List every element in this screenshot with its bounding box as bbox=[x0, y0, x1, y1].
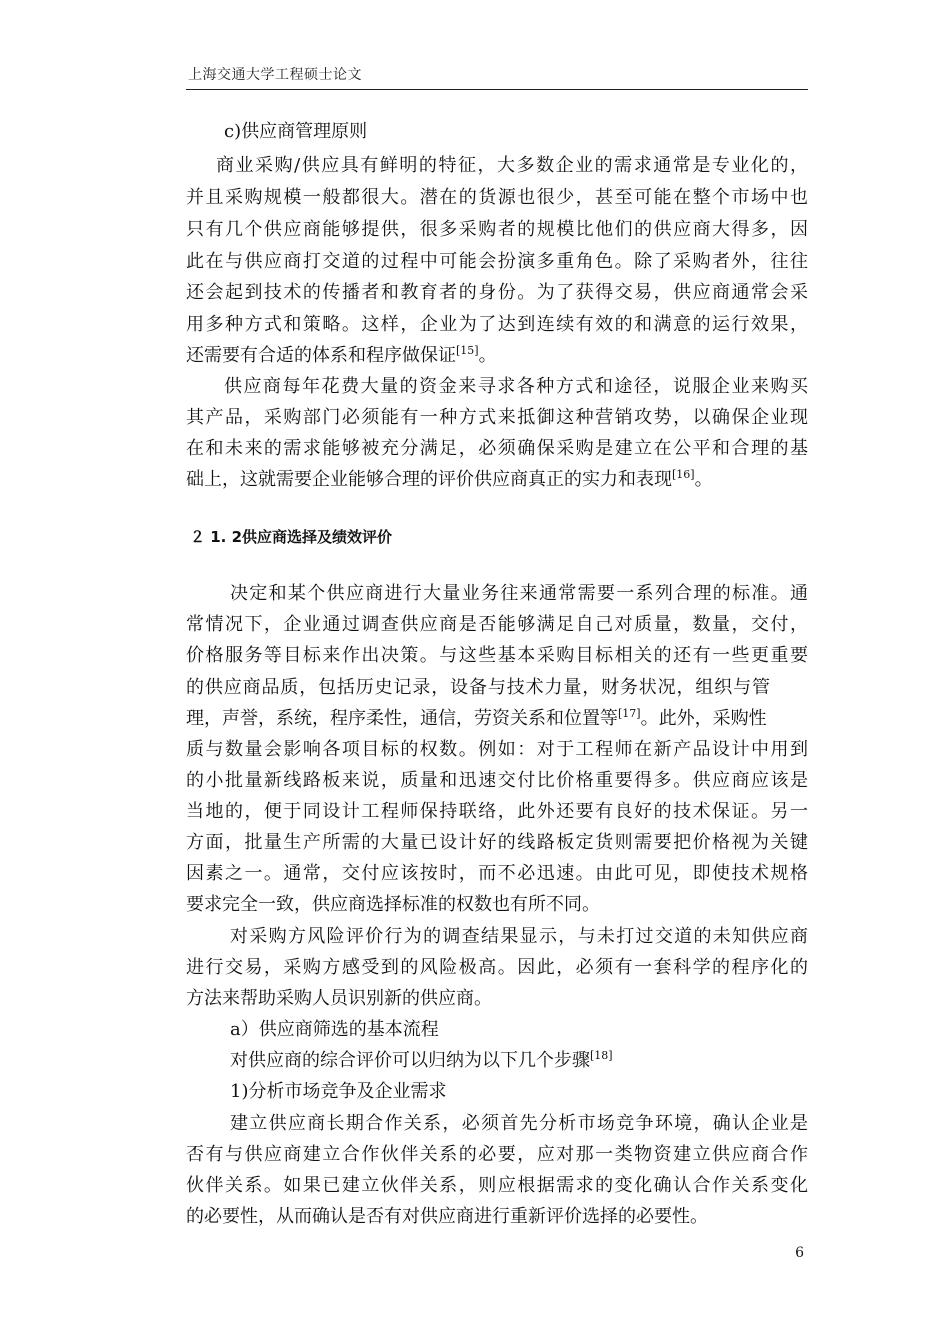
paragraph-line bbox=[186, 466, 713, 494]
paragraph-line: 供应商每年花费大量的资金来寻求各种方式和途径，说服企业来购买 bbox=[224, 376, 808, 397]
section-c-title: c)供应商管理原则 bbox=[224, 121, 368, 142]
paragraph-line: 方面，批量生产所需的大量已设计好的线路板定货则需要把价格视为关键 bbox=[186, 832, 808, 853]
paragraph-line: 的必要性，从而确认是否有对供应商进行重新评价选择的必要性。 bbox=[186, 1206, 708, 1227]
line-end: 。 bbox=[478, 345, 497, 366]
paragraph-line bbox=[230, 1047, 613, 1075]
citation-ref: [17] bbox=[618, 707, 641, 720]
paragraph-line: 伙伴关系。如果已建立伙伴关系，则应根据需求的变化确认合作关系变化 bbox=[186, 1175, 808, 1196]
line-text: 础上，这就需要企业能够合理的评价供应商真正的实力和表现 bbox=[186, 469, 672, 490]
paragraph-line: 的小批量新线路板来说，质量和迅速交付比价格重要得多。供应商应该是 bbox=[186, 770, 808, 791]
paragraph-line: 的供应商品质，包括历史记录，设备与技术力量，财务状况，组织与管 bbox=[186, 677, 770, 698]
subsection-title: a）供应商筛选的基本流程 bbox=[230, 1019, 439, 1040]
paragraph-line: 商业采购/供应具有鲜明的特征，大多数企业的需求通常是专业化的， bbox=[216, 155, 808, 176]
section-heading: ２ 1. 2供应商选择及绩效评价 bbox=[190, 528, 393, 546]
citation-ref: [16] bbox=[672, 468, 695, 481]
paragraph-line: 用多种方式和策略。这样，企业为了达到连续有效的和满意的运行效果， bbox=[186, 314, 808, 335]
paragraph-line: 建立供应商长期合作关系，必须首先分析市场竞争环境，确认企业是 bbox=[230, 1113, 808, 1134]
line-end: 。 bbox=[694, 469, 713, 490]
citation-ref: [15] bbox=[456, 344, 479, 357]
paragraph-line: 当地的，便于同设计工程师保持联络，此外还要有良好的技术保证。另一 bbox=[186, 801, 808, 822]
paragraph-line: 还会起到技术的传播者和教育者的身份。为了获得交易，供应商通常会采 bbox=[186, 282, 808, 303]
line-text: 还需要有合适的体系和程序做保证 bbox=[186, 345, 456, 366]
header-title: 上海交通大学工程硕士论文 bbox=[188, 67, 362, 83]
paragraph-line: 进行交易，采购方感受到的风险极高。因此，必须有一套科学的程序化的 bbox=[186, 957, 808, 978]
line-text: 对供应商的综合评价可以归纳为以下几个步骤 bbox=[230, 1050, 590, 1071]
paragraph-line: 要求完全一致，供应商选择标准的权数也有所不同。 bbox=[186, 894, 600, 915]
paragraph-line: 在和未来的需求能够被充分满足，必须确保采购是建立在公平和合理的基 bbox=[186, 438, 808, 459]
paragraph-line: 价格服务等目标来作出决策。与这些基本采购目标相关的还有一些更重要 bbox=[186, 645, 808, 666]
paragraph-line bbox=[186, 342, 497, 370]
paragraph-line: 质与数量会影响各项目标的权数。例如：对于工程师在新产品设计中用到 bbox=[186, 739, 808, 760]
paragraph-line: 决定和某个供应商进行大量业务往来通常需要一系列合理的标准。通 bbox=[230, 583, 808, 604]
paragraph-line: 只有几个供应商能够提供，很多采购者的规模比他们的供应商大得多，因 bbox=[186, 219, 808, 240]
paragraph-line: 对采购方风险评价行为的调查结果显示，与未打过交道的未知供应商 bbox=[230, 926, 808, 947]
paragraph-line: 其产品，采购部门必须能有一种方式来抵御这种营销攻势，以确保企业现 bbox=[186, 407, 808, 428]
page-header bbox=[186, 64, 808, 90]
line-text: 。此外，采购性 bbox=[640, 708, 767, 729]
step-title: 1)分析市场竞争及企业需求 bbox=[230, 1081, 447, 1102]
paragraph-line: 常情况下，企业通过调查供应商是否能够满足自己对质量，数量，交付， bbox=[186, 614, 808, 635]
paragraph-line: 方法来帮助采购人员识别新的供应商。 bbox=[186, 988, 492, 1009]
line-text: 理，声誉，系统，程序柔性，通信，劳资关系和位置等 bbox=[186, 708, 618, 729]
paragraph-line: 因素之一。通常，交付应该按时，而不必迅速。由此可见，即使技术规格 bbox=[186, 863, 808, 884]
paragraph-line: 并且采购规模一般都很大。潜在的货源也很少，甚至可能在整个市场中也 bbox=[186, 187, 808, 208]
paragraph-line bbox=[186, 705, 767, 733]
citation-ref: [18] bbox=[590, 1049, 613, 1062]
paragraph-line: 否有与供应商建立合作伙伴关系的必要，应对那一类物资建立供应商合作 bbox=[186, 1144, 808, 1165]
paragraph-line: 此在与供应商打交道的过程中可能会扮演多重角色。除了采购者外，往往 bbox=[186, 251, 808, 272]
page-number: 6 bbox=[795, 1245, 804, 1261]
